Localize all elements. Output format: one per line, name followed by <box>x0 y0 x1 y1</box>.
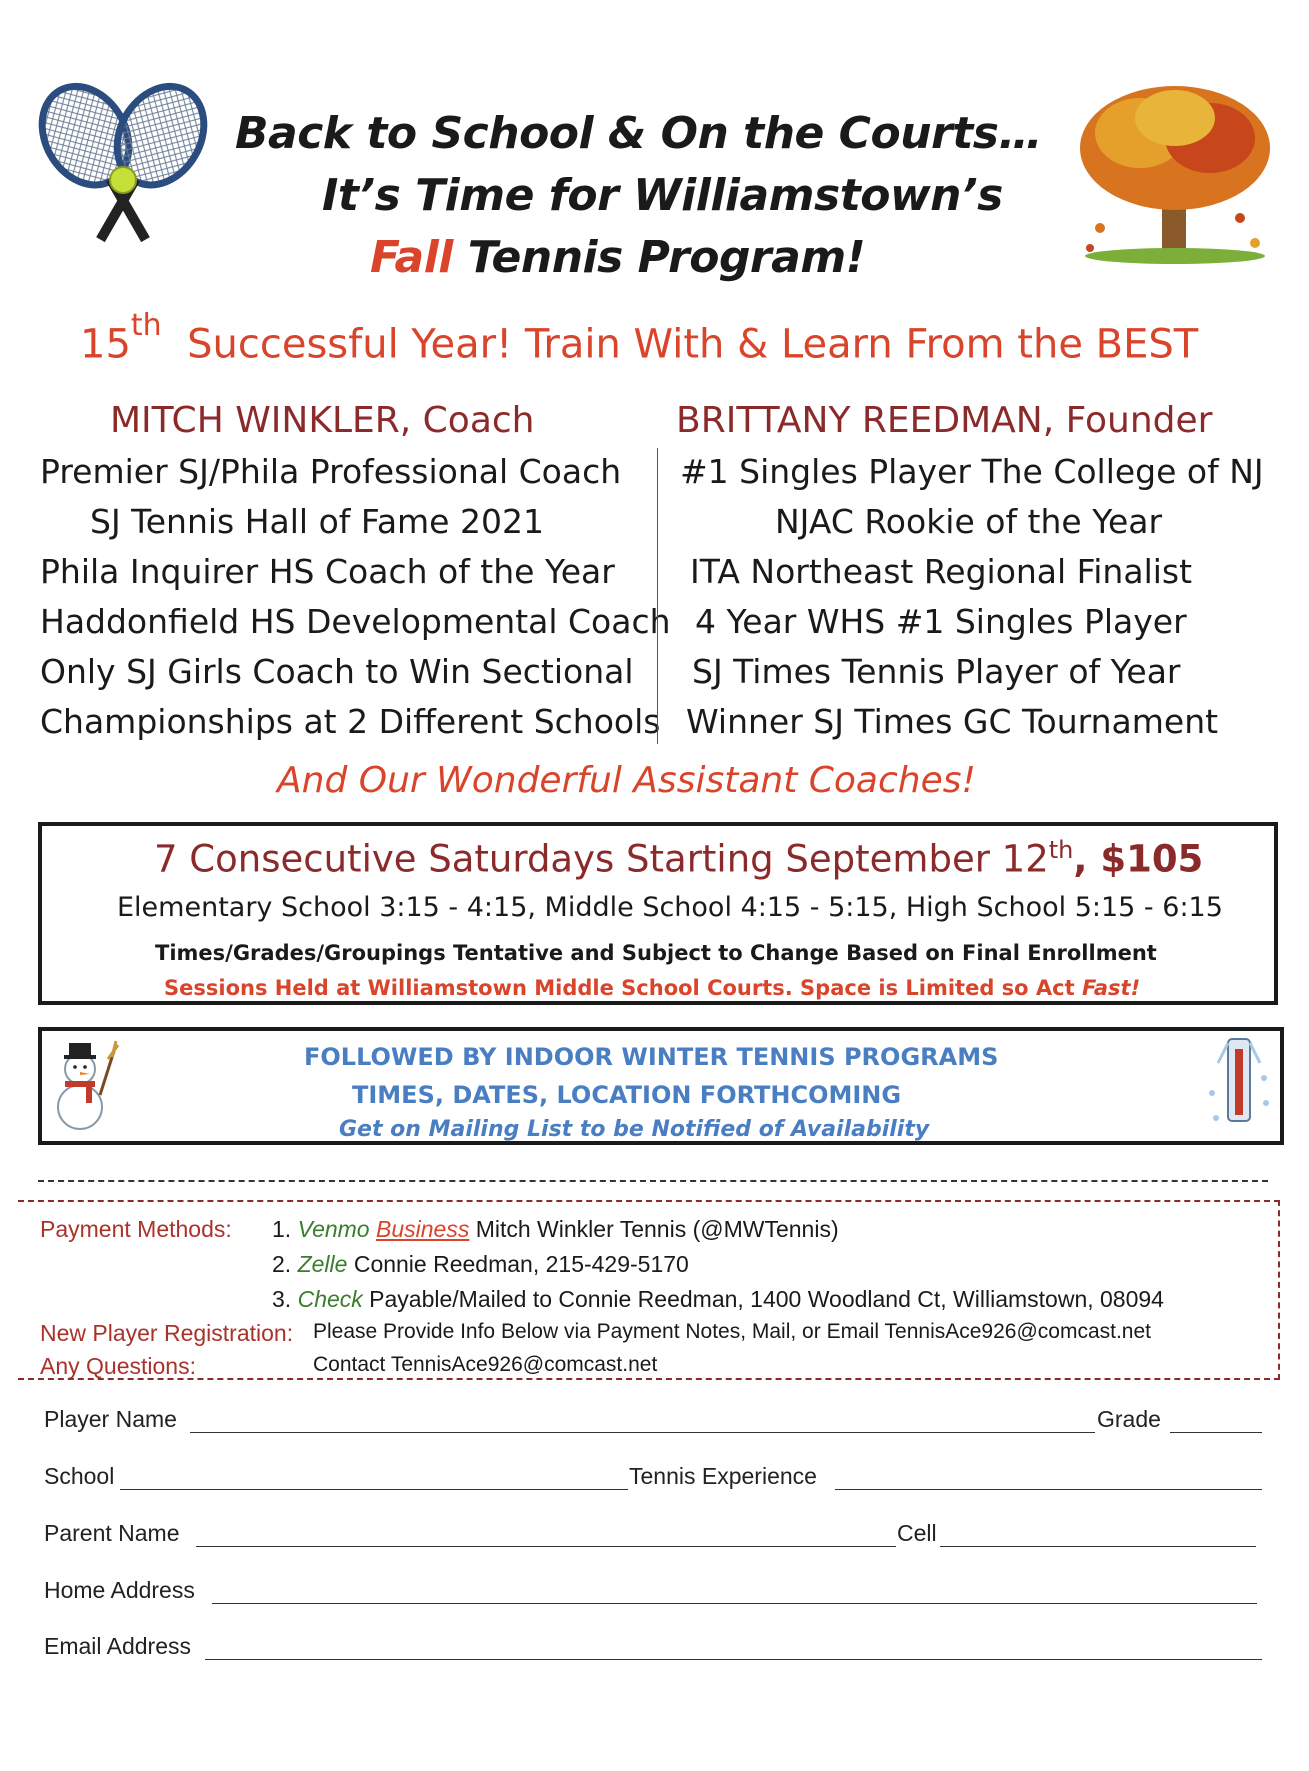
assistant-coaches: And Our Wonderful Assistant Coaches! <box>277 760 976 801</box>
founder-item: NJAC Rookie of the Year <box>775 502 1163 541</box>
payment-method-2-num: 2. <box>272 1251 298 1277</box>
coach-item: Championships at 2 Different Schools <box>40 702 661 741</box>
title-line-2: It’s Time for Williamstown’s <box>322 170 1003 221</box>
schedule-times: Elementary School 3:15 - 4:15, Middle School 4:15 - 5:15, High School 5:15 - 6:15 <box>117 892 1223 923</box>
snowman-icon <box>50 1035 120 1135</box>
column-divider <box>657 448 658 744</box>
email-address-field[interactable] <box>205 1659 1262 1660</box>
schedule-location-a: Sessions Held at Williamstown Middle School Courts. Space is Limited so Act <box>164 976 1082 1000</box>
cell-label: Cell <box>897 1520 937 1546</box>
home-address-label: Home Address <box>44 1577 195 1603</box>
payment-method-1-num: 1. <box>272 1216 298 1242</box>
founder-item: Winner SJ Times GC Tournament <box>686 702 1219 741</box>
founder-item: SJ Times Tennis Player of Year <box>692 652 1181 691</box>
winter-line-1: FOLLOWED BY INDOOR WINTER TENNIS PROGRAMS <box>304 1043 999 1071</box>
tennis-experience-field[interactable] <box>835 1489 1262 1490</box>
home-address-field[interactable] <box>212 1603 1257 1604</box>
tagline <box>80 308 1199 368</box>
school-label: School <box>44 1463 115 1489</box>
schedule-title-a: 7 Consecutive Saturdays Starting September 12 <box>154 837 1049 881</box>
founder-list <box>680 452 1280 752</box>
tagline-number: 15 <box>80 321 131 368</box>
cut-line <box>38 1180 1268 1182</box>
schedule-title <box>154 836 1203 880</box>
questions-text: Contact TennisAce926@comcast.net <box>313 1353 658 1376</box>
zelle-detail: Connie Reedman, 215-429-5170 <box>347 1251 689 1277</box>
autumn-tree-icon <box>1070 78 1280 268</box>
tennis-experience-label: Tennis Experience <box>629 1463 817 1489</box>
coach-list <box>40 452 671 752</box>
tagline-text: Successful Year! Train With & Learn From the BEST <box>187 321 1199 368</box>
registration-label: New Player Registration: <box>40 1320 294 1346</box>
parent-name-field[interactable] <box>196 1546 896 1547</box>
cell-field[interactable] <box>940 1546 1256 1547</box>
zelle-label: Zelle <box>297 1251 348 1277</box>
email-address-label: Email Address <box>44 1633 192 1659</box>
founder-item: #1 Singles Player The College of NJ <box>680 452 1264 491</box>
payment-method-3 <box>272 1286 1164 1313</box>
winter-line-3: Get on Mailing List to be Notified of Availability <box>339 1117 930 1142</box>
payment-methods-label: Payment Methods: <box>40 1216 232 1242</box>
coach-item: Haddonfield HS Developmental Coach <box>40 602 671 641</box>
coach-item: Only SJ Girls Coach to Win Sectional <box>40 652 634 691</box>
grade-label: Grade <box>1097 1406 1161 1432</box>
title-rest: Tennis Program! <box>452 232 866 283</box>
title-line-3 <box>370 232 865 283</box>
registration-text: Please Provide Info Below via Payment Notes, Mail, or Email TennisAce926@comcast.net <box>313 1320 1151 1343</box>
winter-box <box>38 1027 1284 1145</box>
payment-method-1 <box>272 1216 839 1243</box>
payment-method-3-num: 3. <box>272 1286 298 1312</box>
venmo-detail: Mitch Winkler Tennis (@MWTennis) <box>469 1216 839 1242</box>
tagline-sup: th <box>130 308 162 343</box>
schedule-title-sup: th <box>1048 836 1074 864</box>
schedule-location-b: Fast! <box>1081 976 1141 1000</box>
winter-line-2: TIMES, DATES, LOCATION FORTHCOMING <box>352 1081 902 1109</box>
player-name-label: Player Name <box>44 1406 177 1432</box>
founder-item: 4 Year WHS #1 Singles Player <box>695 602 1187 641</box>
payment-method-2 <box>272 1251 689 1278</box>
grade-field[interactable] <box>1170 1432 1262 1433</box>
coach-item: Phila Inquirer HS Coach of the Year <box>40 552 615 591</box>
schedule-title-b: , $105 <box>1073 837 1204 881</box>
schedule-note: Times/Grades/Groupings Tentative and Subject to Change Based on Final Enrollment <box>155 941 1157 965</box>
venmo-business: Business <box>376 1216 470 1242</box>
check-label: Check <box>297 1286 363 1312</box>
check-detail: Payable/Mailed to Connie Reedman, 1400 Woodland Ct, Williamstown, 08094 <box>362 1286 1164 1312</box>
thermometer-icon <box>1202 1033 1277 1138</box>
founder-item: ITA Northeast Regional Finalist <box>690 552 1193 591</box>
questions-label: Any Questions: <box>40 1353 196 1379</box>
coach-heading: MITCH WINKLER, Coach <box>110 400 535 441</box>
coach-item: SJ Tennis Hall of Fame 2021 <box>90 502 544 541</box>
title-line-1: Back to School & On the Courts… <box>235 108 1042 159</box>
player-name-field[interactable] <box>190 1432 1095 1433</box>
schedule-location <box>164 976 1140 1000</box>
school-field[interactable] <box>120 1489 628 1490</box>
venmo-label: Venmo <box>297 1216 370 1242</box>
tennis-rackets-icon <box>28 80 218 255</box>
title-fall: Fall <box>370 232 453 283</box>
coach-item: Premier SJ/Phila Professional Coach <box>40 452 622 491</box>
schedule-box <box>38 822 1278 1005</box>
parent-name-label: Parent Name <box>44 1520 180 1546</box>
founder-heading: BRITTANY REEDMAN, Founder <box>676 400 1213 441</box>
